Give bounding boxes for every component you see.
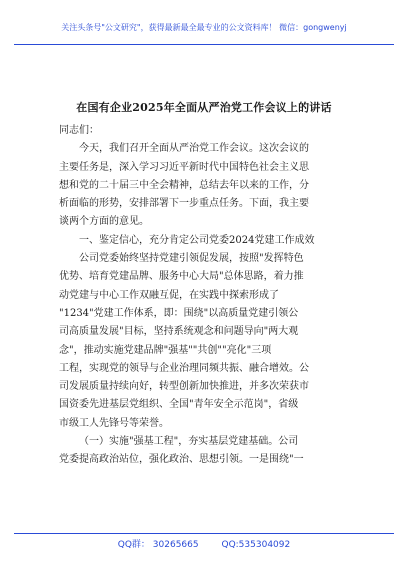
body-line: 析面临的形势，安排部署下一步重点任务。下面，我主要: [59, 198, 309, 210]
footer-divider: [14, 533, 394, 534]
subsection-heading: （一）实施"强基工程"，夯实基层党建基础。公司: [79, 436, 299, 448]
body-line: 市级工人先锋号等荣誉。: [59, 417, 169, 429]
body-line: 司高质量发展"目标，坚持系统观念和问题导向"两大观: [59, 326, 299, 338]
header-divider: [14, 44, 394, 45]
body-line: 工程，实现党的领导与企业治理同频共振、融合增效。公: [59, 362, 309, 374]
document-title: 在国有企业2025年全面从严治党工作会议上的讲话: [76, 101, 332, 114]
body-line: 谈两个方面的意见。: [59, 216, 149, 228]
body-line: 公司党委始终坚持党建引领促发展，按照"发挥特色: [79, 253, 304, 265]
body-line: 主要任务是，深入学习习近平新时代中国特色社会主义思: [59, 161, 309, 173]
body-line: 想和党的二十届三中全会精神，总结去年以来的工作，分: [59, 179, 309, 191]
body-line: 国资委先进基层党组织、全国"青年安全示范岗"，省级: [59, 399, 299, 411]
body-line: 优势、培育党建品牌、服务中心大局"总体思路，着力推: [59, 271, 304, 283]
footer-qq-contact: QQ:535304092: [221, 540, 291, 550]
body-line: 司发展质量持续向好，转型创新加快推进，并多次荣获市: [59, 381, 309, 393]
footer: [0, 537, 408, 550]
body-line: 今天，我们召开全面从严治党工作会议。这次会议的: [79, 143, 309, 155]
body-line: 党委提高政治站位，强化政治、思想引领。一是围绕"一: [59, 454, 304, 466]
body-line: 动党建与中心工作双融互促，在实践中探索形成了: [59, 289, 279, 301]
body-line: 念"，推动实施党建品牌"强基""共创""亮化"三项: [59, 344, 272, 356]
header-banner: 关注头条号"公文研究"，获得最新最全最专业的公文资料库！ 微信：gongwenyj: [61, 23, 347, 32]
section-heading: 一、鉴定信心，充分肯定公司党委2024党建工作成效: [79, 234, 315, 246]
salutation: 同志们：: [59, 125, 99, 136]
body-line: "1234"党建工作体系，即：围绕"以高质量党建引领公: [59, 307, 299, 319]
document-body: [59, 118, 339, 470]
footer-qq-group: QQ群： 30265665: [117, 540, 199, 550]
